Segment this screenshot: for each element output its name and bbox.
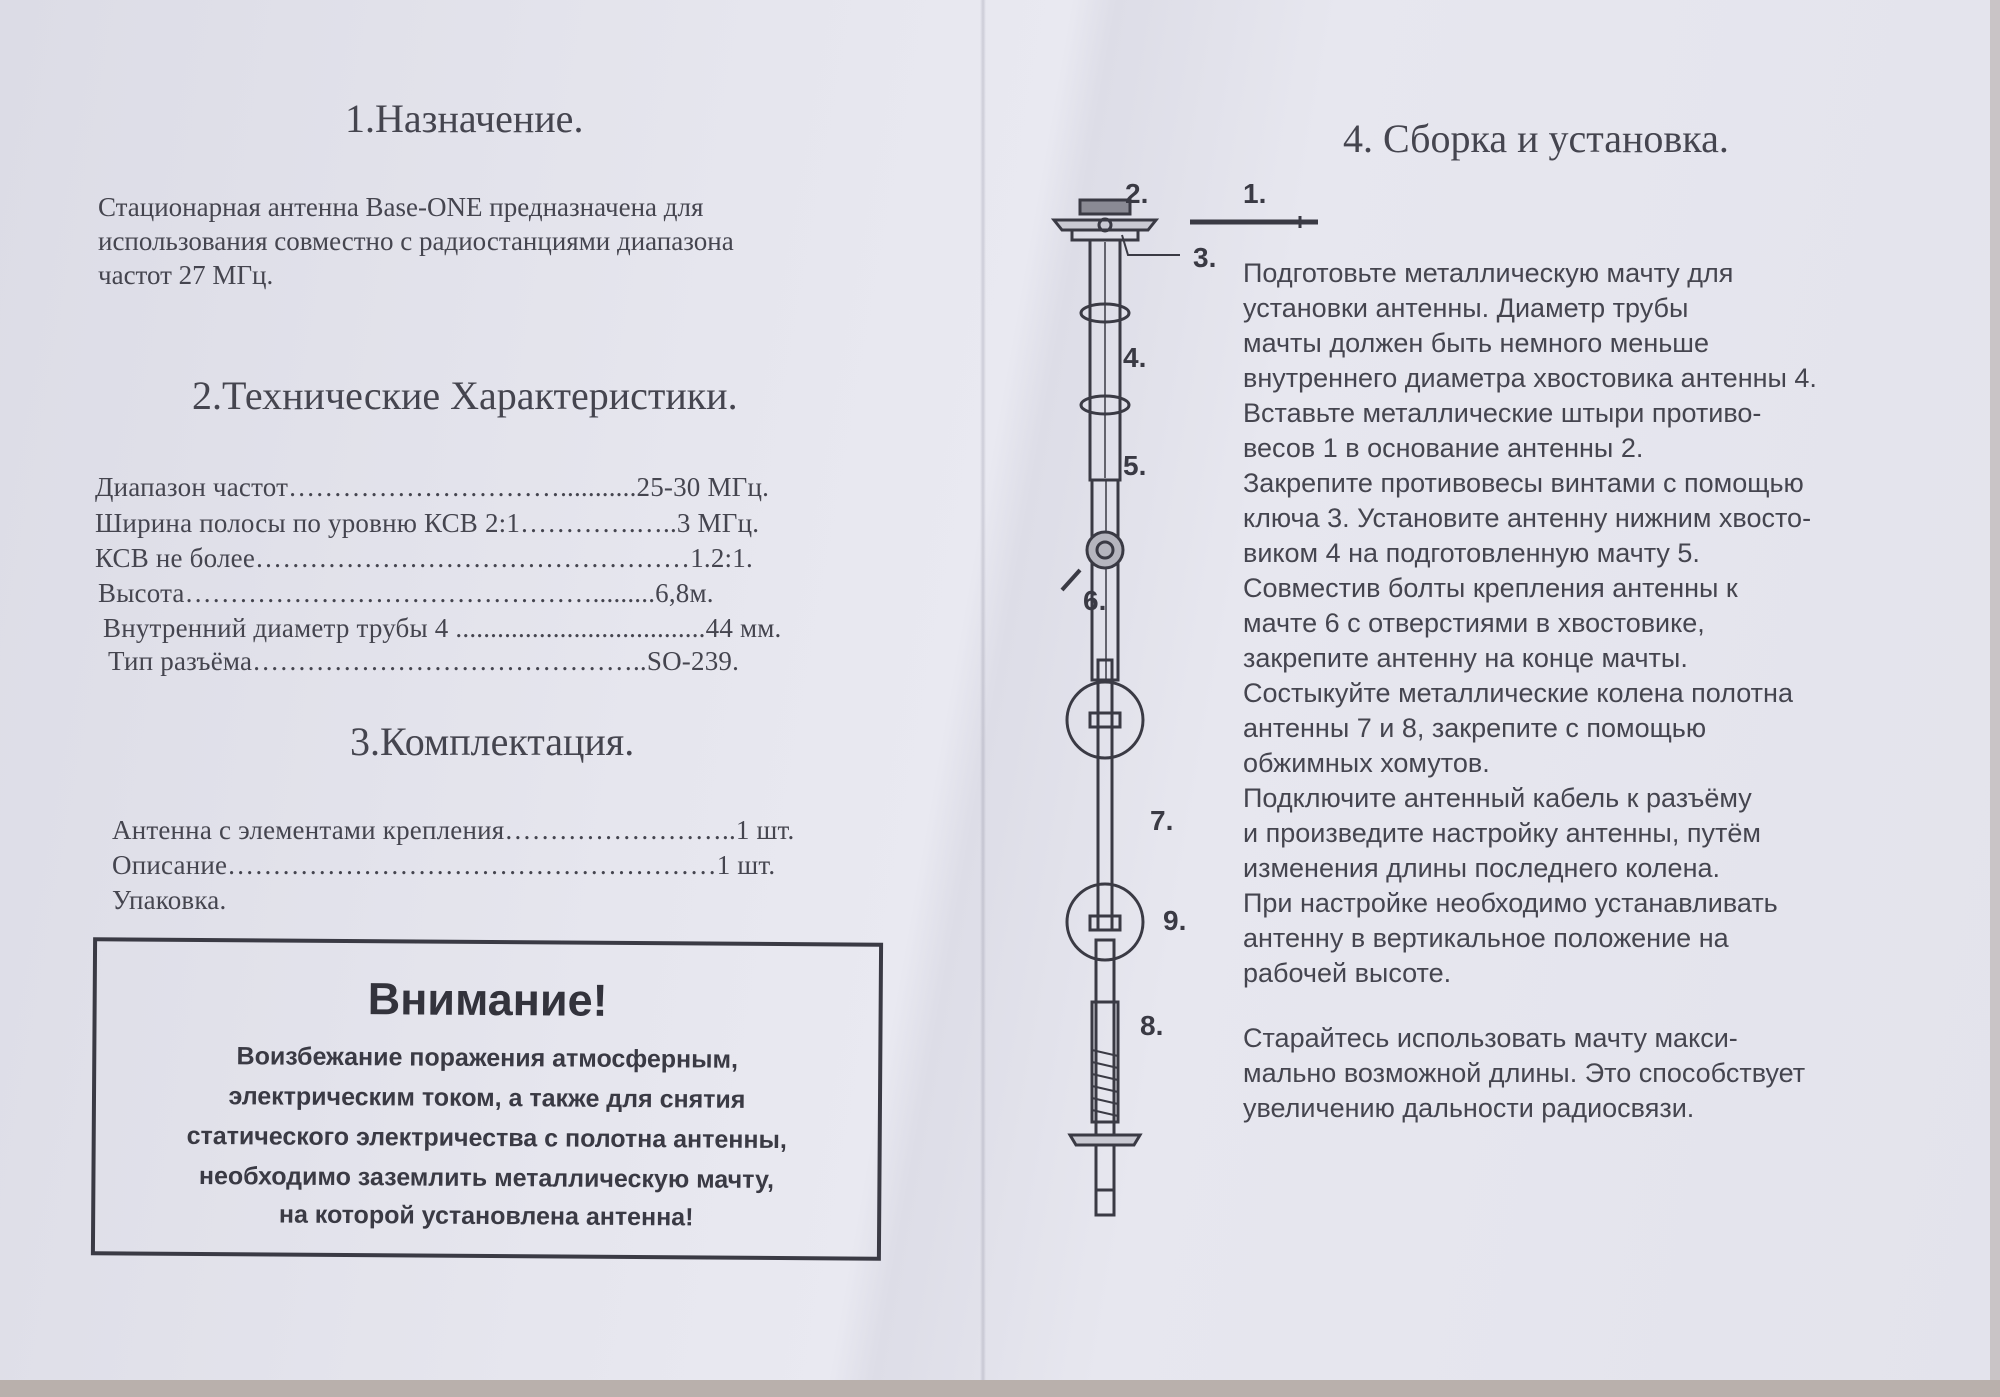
instruction-line: и произведите настройку антенны, путём — [1243, 818, 1761, 848]
section3-heading: 3.Комплектация. — [350, 719, 635, 764]
antenna-bottom-tube — [1096, 1145, 1114, 1215]
instruction-line: Закрепите противовесы винтами с помощью — [1243, 468, 1804, 498]
diagram-label-2: 2. — [1125, 178, 1149, 209]
diagram-label-6: 6. — [1083, 585, 1107, 616]
instruction-line: рабочей высоте. — [1243, 958, 1452, 988]
antenna-assembly-diagram — [1040, 180, 1340, 1260]
instruction-line: обжимных хомутов. — [1243, 748, 1490, 778]
tip-line: мально возможной длины. Это способствует — [1243, 1058, 1806, 1088]
spec-row: Ширина полосы по уровню КСВ 2:1………….…..3 МГц. — [95, 508, 760, 538]
diagram-label-9: 9. — [1163, 905, 1187, 936]
spec-row: Диапазон частот…………………………...........25-30 МГц. — [95, 472, 770, 502]
kit-row: Антенна с элементами крепления……………………..1 шт. — [112, 815, 795, 845]
section1-heading: 1.Назначение. — [345, 96, 584, 141]
instruction-line: антенну в вертикальное положение на — [1243, 923, 1729, 953]
instruction-line: Вставьте металлические штыри противо- — [1243, 398, 1762, 428]
kit-row: Упаковка. — [112, 885, 227, 915]
diagram-label-5: 5. — [1123, 450, 1147, 481]
section1-line: Стационарная антенна Base-ONE предназначена для — [98, 192, 704, 222]
page-fold — [980, 0, 986, 1380]
diagram-label-7: 7. — [1150, 805, 1174, 836]
instruction-line: внутреннего диаметра хвостовика антенны 4. — [1243, 363, 1817, 393]
warning-line: статического электричества с полотна антенны, — [186, 1121, 787, 1155]
warning-line: необходимо заземлить металлическую мачту, — [198, 1161, 775, 1195]
section1-line: использования совместно с радиостанциями диапазона — [98, 226, 734, 256]
instruction-line: закрепите антенну на конце мачты. — [1243, 643, 1688, 673]
instruction-line: Подключите антенный кабель к разъёму — [1243, 783, 1752, 813]
section4-heading: 4. Сборка и установка. — [1343, 116, 1729, 161]
mast-bolt-ring — [1087, 532, 1123, 568]
instruction-line: установки антенны. Диаметр трубы — [1243, 293, 1689, 323]
instruction-line: Совместив болты крепления антенны к — [1243, 573, 1738, 603]
tip-line: увеличению дальности радиосвязи. — [1243, 1093, 1695, 1123]
instruction-line: антенны 7 и 8, закрепите с помощью — [1243, 713, 1707, 743]
element-clamp-lower — [1090, 916, 1120, 930]
instruction-line: Подготовьте металлическую мачту для — [1243, 258, 1734, 288]
element-joint-lower — [1067, 884, 1143, 960]
diagram-label-3: 3. — [1193, 242, 1217, 273]
antenna-base-top — [1080, 200, 1130, 214]
antenna-element-7 — [1098, 660, 1112, 930]
instruction-line: изменения длины последнего колена. — [1243, 853, 1720, 883]
section1-text — [98, 190, 734, 292]
instruction-line: Состыкуйте металлические колена полотна — [1243, 678, 1793, 708]
warning-title: Внимание! — [367, 973, 608, 1026]
spec-row: Высота……………………………………….........6,8м. — [98, 578, 714, 608]
instruction-line: весов 1 в основание антенны 2. — [1243, 433, 1644, 463]
table-surface — [0, 1380, 2000, 1397]
mast — [1092, 480, 1118, 680]
warning-line: на которой установлена антенна! — [278, 1200, 694, 1232]
instruction-line: При настройке необходимо устанавливать — [1243, 888, 1778, 918]
key-leader — [1122, 235, 1180, 255]
warning-line: электрическим током, а также для снятия — [228, 1082, 746, 1114]
instruction-line: виком 4 на подготовленную мачту 5. — [1243, 538, 1700, 568]
diagram-label-4: 4. — [1123, 342, 1147, 373]
spec-row: КСВ не более…………………………………………1.2:1. — [95, 543, 753, 573]
tip-line: Старайтесь использовать мачту макси- — [1243, 1023, 1738, 1053]
spec-row: Внутренний диаметр трубы 4 ....................................44 мм. — [103, 613, 782, 643]
instruction-line: мачты должен быть немного меньше — [1243, 328, 1709, 358]
mast-bolt — [1062, 570, 1080, 590]
element-joint-upper — [1067, 682, 1143, 758]
spec-row: Тип разъёма……………………………………..SO-239. — [108, 646, 740, 676]
kit-row: Описание………………………………………………1 шт. — [112, 850, 776, 880]
diagram-label-8: 8. — [1140, 1010, 1164, 1041]
warning-box — [91, 937, 883, 1261]
section2-heading: 2.Технические Характеристики. — [192, 373, 738, 418]
section1-line: частот 27 МГц. — [98, 260, 274, 290]
instruction-line: ключа 3. Установите антенну нижним хвосто- — [1243, 503, 1812, 533]
element-clamp-upper — [1090, 713, 1120, 727]
instruction-line: мачте 6 с отверстиями в хвостовике, — [1243, 608, 1705, 638]
diagram-label-1: 1. — [1243, 178, 1267, 209]
warning-line: Воизбежание поражения атмосферным, — [236, 1042, 739, 1074]
